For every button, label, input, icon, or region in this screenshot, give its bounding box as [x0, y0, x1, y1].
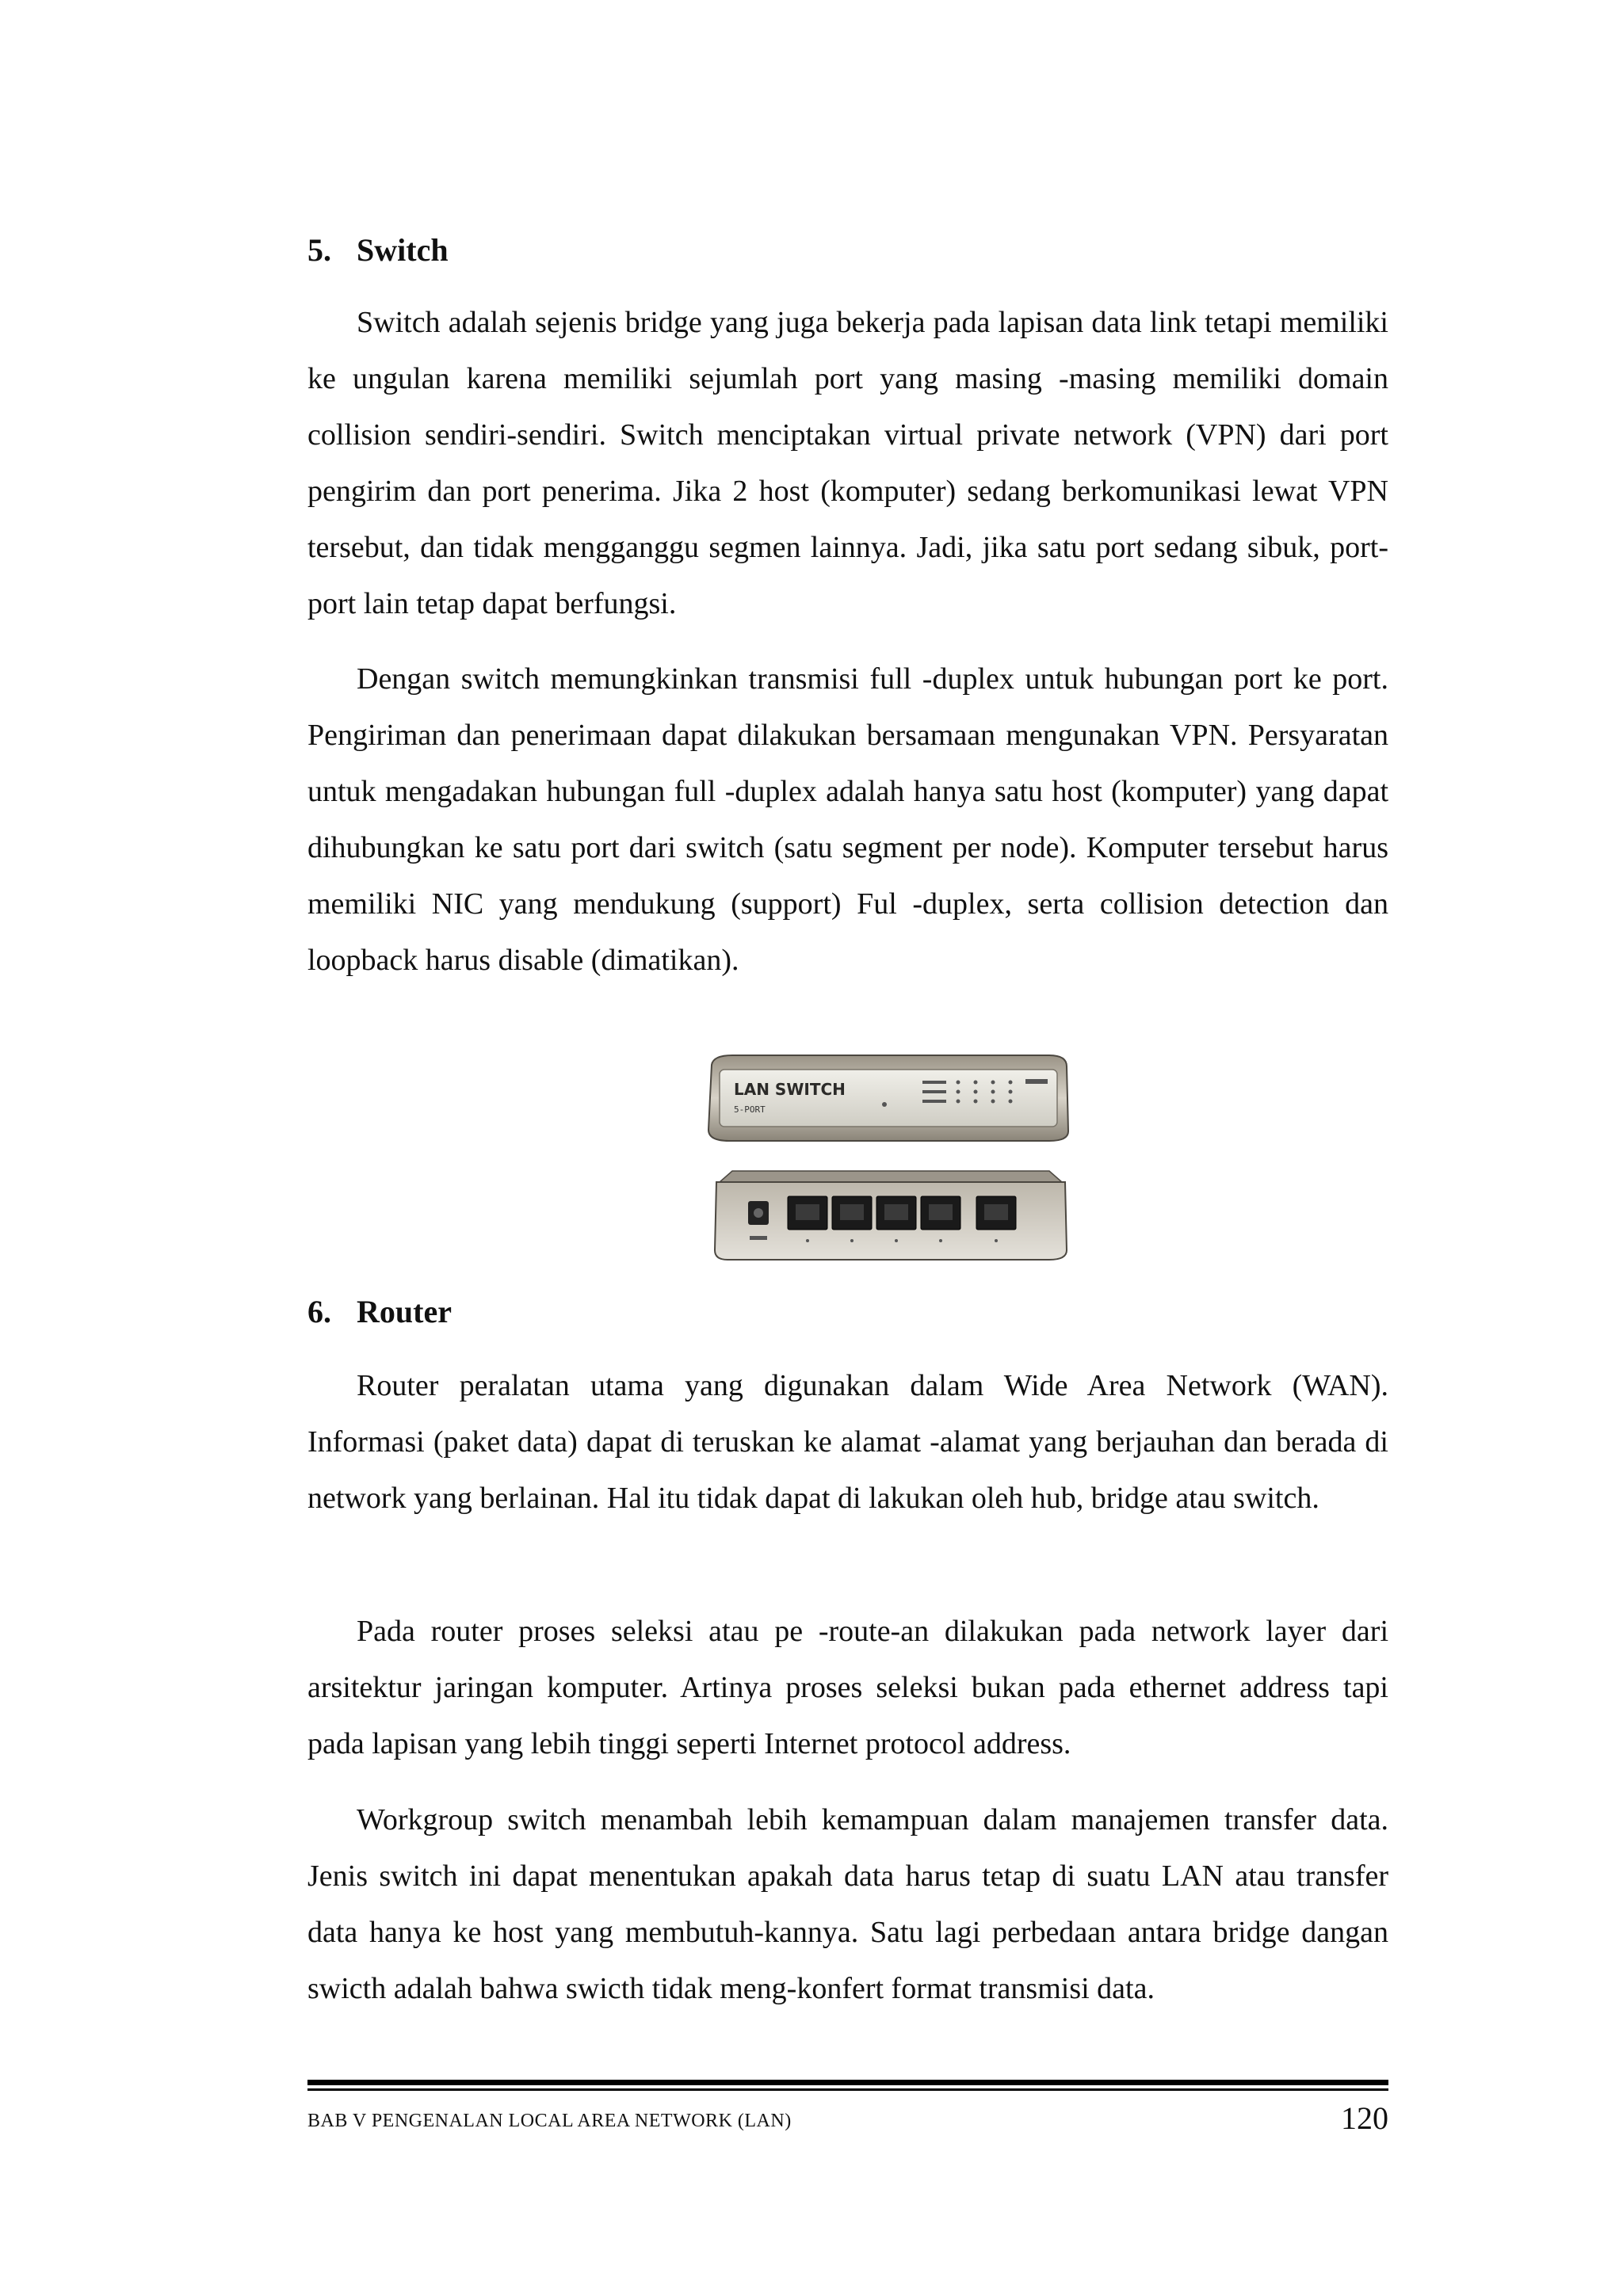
lan-switch-photo — [701, 1052, 1075, 1268]
page-number: 120 — [1341, 2100, 1388, 2136]
paragraph: Workgroup switch menambah lebih kemampuan dalam manajemen transfer data. Jenis switch ini dapat menentukan apakah data harus tetap di suatu LAN atau transfer data hanya ke host yang membutuh-kannya. Satu lagi perbedaan antara bridge dangan swicth adalah bahwa swicth tidak meng-konfert format transmisi data. — [307, 1803, 1388, 2005]
section-heading-router — [307, 1291, 1388, 1333]
section-heading-switch — [307, 230, 1388, 271]
section-title: Switch — [357, 232, 449, 268]
paragraph: Switch adalah sejenis bridge yang juga bekerja pada lapisan data link tetapi memiliki ke ungulan karena memiliki sejumlah port yang masing -masing memiliki domain collision sendiri-sendiri. Switch menciptakan virtual private network (VPN) dari port pengirim dan port penerima. Jika 2 host (komputer) sedang berkomunikasi lewat VPN tersebut, dan tidak mengganggu segmen lainnya. Jadi, jika satu port sedang sibuk, port-port lain tetap dapat berfungsi. — [307, 306, 1388, 620]
paragraph: Dengan switch memungkinkan transmisi full -duplex untuk hubungan port ke port. Pengiriman dan penerimaan dapat dilakukan bersamaan mengunakan VPN. Persyaratan untuk mengadakan hubungan full -duplex adalah hanya satu host (komputer) yang dapat dihubungkan ke satu port dari switch (satu segment per node). Komputer tersebut harus memiliki NIC yang mendukung (support) Ful -duplex, serta collision detection dan loopback harus disable (dimatikan). — [307, 662, 1388, 977]
paragraph: Pada router proses seleksi atau pe -route-an dilakukan pada network layer dari arsitektur jaringan komputer. Artinya proses seleksi bukan pada ethernet address tapi pada lapisan yang lebih tinggi seperti Internet protocol address. — [307, 1615, 1388, 1760]
section-number: 6. — [307, 1294, 331, 1329]
device-label: LAN SWITCH — [734, 1080, 846, 1099]
footer-rule-thick — [307, 2080, 1388, 2085]
section-number: 5. — [307, 232, 331, 268]
device-sublabel: 5-PORT — [734, 1104, 766, 1115]
paragraph: Router peralatan utama yang digunakan dalam Wide Area Network (WAN). Informasi (paket data) dapat di teruskan ke alamat -alamat yang berjauhan dan berada di network yang berlainan. Hal itu tidak dapat di lakukan oleh hub, bridge atau switch. — [307, 1369, 1388, 1515]
section-title: Router — [357, 1294, 452, 1329]
footer-rule-thin — [307, 2088, 1388, 2091]
footer-chapter-title: BAB V PENGENALAN LOCAL AREA NETWORK (LAN) — [307, 2111, 792, 2131]
